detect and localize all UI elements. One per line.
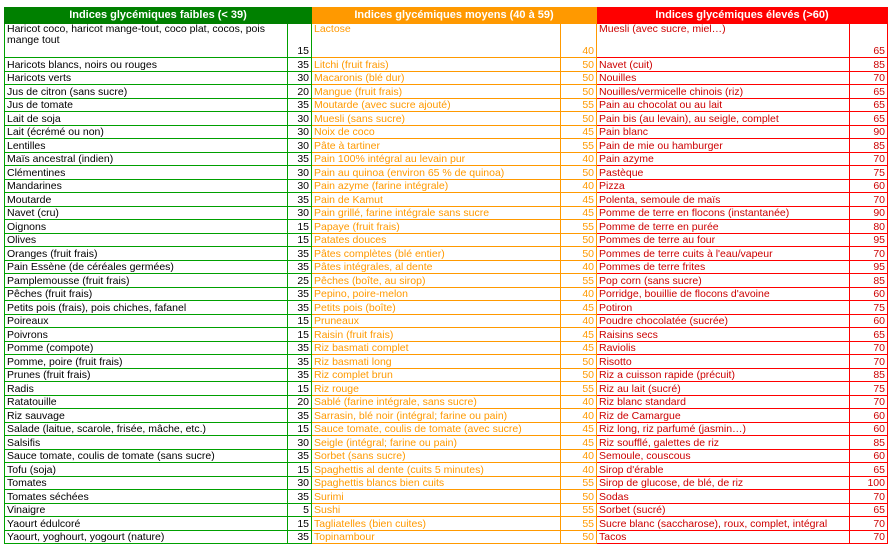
medium-food-name: Topinambour — [312, 530, 561, 544]
medium-gi-value: 50 — [561, 112, 597, 126]
medium-gi-value: 40 — [561, 152, 597, 166]
low-food-name: Tofu (soja) — [5, 463, 288, 477]
medium-food-name: Pâte à tartiner — [312, 139, 561, 153]
medium-food-name: Pain au quinoa (environ 65 % de quinoa) — [312, 166, 561, 180]
medium-food-name: Muesli (sans sucre) — [312, 112, 561, 126]
table-row — [5, 530, 888, 544]
low-gi-value: 35 — [288, 152, 312, 166]
low-gi-value: 30 — [288, 166, 312, 180]
medium-gi-value: 40 — [561, 463, 597, 477]
medium-gi-value: 45 — [561, 206, 597, 220]
medium-food-name: Raisin (fruit frais) — [312, 328, 561, 342]
high-food-name: Pain blanc — [597, 125, 850, 139]
table-row — [5, 220, 888, 234]
high-food-name: Pizza — [597, 179, 850, 193]
high-gi-value: 75 — [850, 301, 888, 315]
medium-gi-value: 40 — [561, 314, 597, 328]
glycemic-index-table-wrapper — [4, 7, 888, 544]
high-gi-value: 65 — [850, 328, 888, 342]
high-gi-value: 65 — [850, 463, 888, 477]
high-gi-value: 60 — [850, 449, 888, 463]
table-row — [5, 112, 888, 126]
table-row — [5, 341, 888, 355]
low-food-name: Pêches (fruit frais) — [5, 287, 288, 301]
medium-food-name: Litchi (fruit frais) — [312, 58, 561, 72]
high-food-name: Sucre blanc (saccharose), roux, complet, intégral — [597, 517, 850, 531]
high-gi-value: 60 — [850, 287, 888, 301]
low-food-name: Lait (écrémé ou non) — [5, 125, 288, 139]
table-row — [5, 355, 888, 369]
high-food-name: Nouilles/vermicelle chinois (riz) — [597, 85, 850, 99]
medium-gi-value: 50 — [561, 71, 597, 85]
high-food-name: Pop corn (sans sucre) — [597, 274, 850, 288]
medium-food-name: Seigle (intégral; farine ou pain) — [312, 436, 561, 450]
low-gi-value: 35 — [288, 301, 312, 315]
low-food-name: Haricots blancs, noirs ou rouges — [5, 58, 288, 72]
medium-gi-value: 40 — [561, 179, 597, 193]
table-row — [5, 193, 888, 207]
table-row — [5, 449, 888, 463]
medium-food-name: Spaghettis blancs bien cuits — [312, 476, 561, 490]
low-food-name: Tomates — [5, 476, 288, 490]
high-gi-value: 70 — [850, 517, 888, 531]
low-gi-value: 30 — [288, 206, 312, 220]
high-gi-value: 70 — [850, 355, 888, 369]
low-food-name: Lait de soja — [5, 112, 288, 126]
high-food-name: Riz a cuisson rapide (précuit) — [597, 368, 850, 382]
high-food-name: Pain au chocolat ou au lait — [597, 98, 850, 112]
low-gi-value: 20 — [288, 85, 312, 99]
low-gi-value: 30 — [288, 125, 312, 139]
high-food-name: Pain azyme — [597, 152, 850, 166]
medium-food-name: Pain de Kamut — [312, 193, 561, 207]
high-gi-value: 90 — [850, 125, 888, 139]
medium-gi-value: 45 — [561, 341, 597, 355]
high-food-name: Pastèque — [597, 166, 850, 180]
low-food-name: Pomme, poire (fruit frais) — [5, 355, 288, 369]
low-gi-value: 35 — [288, 355, 312, 369]
medium-food-name: Moutarde (avec sucre ajouté) — [312, 98, 561, 112]
high-food-name: Riz long, riz parfumé (jasmin…) — [597, 422, 850, 436]
low-gi-value: 5 — [288, 503, 312, 517]
low-gi-value: 35 — [288, 287, 312, 301]
medium-gi-value: 50 — [561, 85, 597, 99]
low-food-name: Moutarde — [5, 193, 288, 207]
high-gi-value: 60 — [850, 314, 888, 328]
low-gi-value: 35 — [288, 409, 312, 423]
medium-gi-value: 45 — [561, 436, 597, 450]
low-food-name: Salade (laitue, scarole, frisée, mâche, etc.) — [5, 422, 288, 436]
low-gi-value: 30 — [288, 139, 312, 153]
high-food-name: Sorbet (sucré) — [597, 503, 850, 517]
medium-food-name: Tagliatelles (bien cuites) — [312, 517, 561, 531]
medium-food-name: Pain 100% intégral au levain pur — [312, 152, 561, 166]
table-row — [5, 382, 888, 396]
medium-gi-value: 45 — [561, 125, 597, 139]
high-food-name: Potiron — [597, 301, 850, 315]
low-gi-value: 30 — [288, 436, 312, 450]
low-gi-value: 15 — [288, 382, 312, 396]
high-gi-value: 70 — [850, 152, 888, 166]
medium-gi-value: 50 — [561, 355, 597, 369]
low-gi-value: 35 — [288, 98, 312, 112]
medium-food-name: Sarrasin, blé noir (intégral; farine ou pain) — [312, 409, 561, 423]
high-gi-value: 80 — [850, 220, 888, 234]
low-gi-value: 35 — [288, 449, 312, 463]
low-gi-value: 30 — [288, 71, 312, 85]
medium-gi-value: 40 — [561, 409, 597, 423]
medium-food-name: Surimi — [312, 490, 561, 504]
medium-gi-value: 55 — [561, 220, 597, 234]
medium-gi-value: 55 — [561, 98, 597, 112]
low-food-name: Oignons — [5, 220, 288, 234]
high-gi-value: 65 — [850, 503, 888, 517]
low-food-name: Jus de tomate — [5, 98, 288, 112]
medium-food-name: Mangue (fruit frais) — [312, 85, 561, 99]
medium-gi-value: 50 — [561, 247, 597, 261]
table-row — [5, 274, 888, 288]
low-food-name: Olives — [5, 233, 288, 247]
table-row — [5, 503, 888, 517]
table-row — [5, 179, 888, 193]
high-food-name: Poudre chocolatée (sucrée) — [597, 314, 850, 328]
table-row — [5, 260, 888, 274]
low-food-name: Mandarines — [5, 179, 288, 193]
high-gi-value: 60 — [850, 179, 888, 193]
medium-gi-value: 45 — [561, 193, 597, 207]
medium-food-name: Pâtes intégrales, al dente — [312, 260, 561, 274]
high-gi-value: 70 — [850, 71, 888, 85]
high-food-name: Polenta, semoule de maïs — [597, 193, 850, 207]
medium-gi-value: 45 — [561, 422, 597, 436]
table-row — [5, 395, 888, 409]
medium-food-name: Pruneaux — [312, 314, 561, 328]
low-gi-header: Indices glycémiques faibles (< 39) — [5, 8, 312, 24]
medium-food-name: Lactose — [312, 24, 561, 58]
high-gi-value: 65 — [850, 98, 888, 112]
medium-gi-value: 55 — [561, 274, 597, 288]
high-gi-value: 70 — [850, 341, 888, 355]
medium-gi-value: 40 — [561, 395, 597, 409]
high-food-name: Raviolis — [597, 341, 850, 355]
high-food-name: Riz de Camargue — [597, 409, 850, 423]
high-food-name: Tacos — [597, 530, 850, 544]
high-gi-value: 85 — [850, 58, 888, 72]
low-food-name: Sauce tomate, coulis de tomate (sans sucre) — [5, 449, 288, 463]
medium-gi-value: 45 — [561, 328, 597, 342]
table-row — [5, 71, 888, 85]
high-gi-value: 85 — [850, 368, 888, 382]
medium-food-name: Papaye (fruit frais) — [312, 220, 561, 234]
medium-food-name: Sauce tomate, coulis de tomate (avec sucre) — [312, 422, 561, 436]
medium-gi-value: 50 — [561, 490, 597, 504]
medium-food-name: Riz rouge — [312, 382, 561, 396]
medium-food-name: Riz basmati complet — [312, 341, 561, 355]
low-gi-value: 15 — [288, 314, 312, 328]
low-gi-value: 35 — [288, 530, 312, 544]
medium-food-name: Pêches (boîte, au sirop) — [312, 274, 561, 288]
high-food-name: Nouilles — [597, 71, 850, 85]
low-food-name: Oranges (fruit frais) — [5, 247, 288, 261]
low-food-name: Yaourt, yoghourt, yogourt (nature) — [5, 530, 288, 544]
table-row — [5, 409, 888, 423]
low-food-name: Prunes (fruit frais) — [5, 368, 288, 382]
table-row — [5, 139, 888, 153]
table-row — [5, 476, 888, 490]
low-food-name: Riz sauvage — [5, 409, 288, 423]
low-gi-value: 35 — [288, 368, 312, 382]
medium-gi-value: 55 — [561, 503, 597, 517]
table-row — [5, 463, 888, 477]
medium-food-name: Pain grillé, farine intégrale sans sucre — [312, 206, 561, 220]
table-row — [5, 206, 888, 220]
medium-gi-value: 50 — [561, 530, 597, 544]
low-gi-value: 35 — [288, 260, 312, 274]
low-food-name: Pain Essène (de céréales germées) — [5, 260, 288, 274]
table-row — [5, 152, 888, 166]
medium-gi-value: 55 — [561, 139, 597, 153]
high-food-name: Pommes de terre au four — [597, 233, 850, 247]
medium-food-name: Sablé (farine intégrale, sans sucre) — [312, 395, 561, 409]
low-food-name: Poivrons — [5, 328, 288, 342]
low-food-name: Petits pois (frais), pois chiches, fafanel — [5, 301, 288, 315]
table-row — [5, 233, 888, 247]
table-row — [5, 328, 888, 342]
medium-gi-value: 45 — [561, 301, 597, 315]
medium-food-name: Riz complet brun — [312, 368, 561, 382]
high-gi-value: 100 — [850, 476, 888, 490]
low-food-name: Navet (cru) — [5, 206, 288, 220]
table-row — [5, 98, 888, 112]
medium-food-name: Macaronis (blé dur) — [312, 71, 561, 85]
low-food-name: Pomme (compote) — [5, 341, 288, 355]
table-row — [5, 490, 888, 504]
medium-gi-header: Indices glycémiques moyens (40 à 59) — [312, 8, 597, 24]
medium-food-name: Patates douces — [312, 233, 561, 247]
medium-food-name: Riz basmati long — [312, 355, 561, 369]
medium-food-name: Pain azyme (farine intégrale) — [312, 179, 561, 193]
medium-gi-value: 50 — [561, 166, 597, 180]
medium-food-name: Sushi — [312, 503, 561, 517]
medium-gi-value: 40 — [561, 449, 597, 463]
table-row — [5, 436, 888, 450]
table-row — [5, 166, 888, 180]
low-food-name: Haricots verts — [5, 71, 288, 85]
low-gi-value: 15 — [288, 233, 312, 247]
medium-gi-value: 50 — [561, 58, 597, 72]
high-gi-value: 70 — [850, 530, 888, 544]
medium-gi-value: 55 — [561, 382, 597, 396]
low-gi-value: 35 — [288, 193, 312, 207]
table-row — [5, 24, 888, 58]
low-food-name: Poireaux — [5, 314, 288, 328]
table-row — [5, 247, 888, 261]
table-row — [5, 314, 888, 328]
high-food-name: Riz au lait (sucré) — [597, 382, 850, 396]
medium-gi-value: 40 — [561, 24, 597, 58]
high-gi-value: 75 — [850, 382, 888, 396]
high-food-name: Sodas — [597, 490, 850, 504]
low-food-name: Clémentines — [5, 166, 288, 180]
low-gi-value: 15 — [288, 422, 312, 436]
medium-food-name: Petits pois (boîte) — [312, 301, 561, 315]
high-gi-value: 75 — [850, 166, 888, 180]
medium-gi-value: 50 — [561, 233, 597, 247]
high-food-name: Porridge, bouillie de flocons d'avoine — [597, 287, 850, 301]
high-food-name: Sirop de glucose, de blé, de riz — [597, 476, 850, 490]
low-gi-value: 35 — [288, 58, 312, 72]
header-row — [5, 8, 888, 24]
high-gi-value: 85 — [850, 436, 888, 450]
low-food-name: Salsifis — [5, 436, 288, 450]
high-gi-value: 65 — [850, 85, 888, 99]
high-food-name: Riz blanc standard — [597, 395, 850, 409]
low-gi-value: 15 — [288, 220, 312, 234]
low-gi-value: 15 — [288, 24, 312, 58]
high-food-name: Pain bis (au levain), au seigle, complet — [597, 112, 850, 126]
high-gi-value: 60 — [850, 422, 888, 436]
low-food-name: Tomates séchées — [5, 490, 288, 504]
medium-gi-value: 55 — [561, 517, 597, 531]
table-row — [5, 125, 888, 139]
low-gi-value: 25 — [288, 274, 312, 288]
low-gi-value: 35 — [288, 341, 312, 355]
low-food-name: Maïs ancestral (indien) — [5, 152, 288, 166]
medium-food-name: Spaghettis al dente (cuits 5 minutes) — [312, 463, 561, 477]
high-gi-value: 70 — [850, 490, 888, 504]
high-gi-value: 90 — [850, 206, 888, 220]
high-gi-value: 85 — [850, 274, 888, 288]
medium-food-name: Pâtes complètes (blé entier) — [312, 247, 561, 261]
high-food-name: Pomme de terre en purée — [597, 220, 850, 234]
table-body — [5, 24, 888, 544]
low-gi-value: 35 — [288, 247, 312, 261]
table-row — [5, 368, 888, 382]
medium-gi-value: 40 — [561, 287, 597, 301]
medium-gi-value: 55 — [561, 476, 597, 490]
high-gi-value: 85 — [850, 139, 888, 153]
high-food-name: Raisins secs — [597, 328, 850, 342]
medium-gi-value: 40 — [561, 260, 597, 274]
high-food-name: Pain de mie ou hamburger — [597, 139, 850, 153]
high-food-name: Riz soufflé, galettes de riz — [597, 436, 850, 450]
medium-gi-value: 50 — [561, 368, 597, 382]
low-gi-value: 20 — [288, 395, 312, 409]
glycemic-index-table — [4, 7, 888, 544]
low-food-name: Yaourt édulcoré — [5, 517, 288, 531]
low-food-name: Vinaigre — [5, 503, 288, 517]
low-food-name: Haricot coco, haricot mange-tout, coco plat, cocos, pois mange tout — [5, 24, 288, 58]
low-gi-value: 15 — [288, 463, 312, 477]
low-gi-value: 15 — [288, 328, 312, 342]
table-row — [5, 85, 888, 99]
low-gi-value: 15 — [288, 517, 312, 531]
low-gi-value: 30 — [288, 112, 312, 126]
high-food-name: Risotto — [597, 355, 850, 369]
high-gi-header: Indices glycémiques élevés (>60) — [597, 8, 888, 24]
medium-food-name: Noix de coco — [312, 125, 561, 139]
high-gi-value: 65 — [850, 24, 888, 58]
low-food-name: Radis — [5, 382, 288, 396]
high-gi-value: 70 — [850, 247, 888, 261]
high-gi-value: 95 — [850, 233, 888, 247]
high-food-name: Pomme de terre en flocons (instantanée) — [597, 206, 850, 220]
low-food-name: Pamplemousse (fruit frais) — [5, 274, 288, 288]
high-gi-value: 70 — [850, 395, 888, 409]
low-gi-value: 35 — [288, 490, 312, 504]
table-row — [5, 301, 888, 315]
low-food-name: Ratatouille — [5, 395, 288, 409]
low-gi-value: 30 — [288, 179, 312, 193]
high-food-name: Pommes de terre frites — [597, 260, 850, 274]
high-gi-value: 95 — [850, 260, 888, 274]
medium-food-name: Sorbet (sans sucre) — [312, 449, 561, 463]
high-food-name: Muesli (avec sucre, miel…) — [597, 24, 850, 58]
high-food-name: Navet (cuit) — [597, 58, 850, 72]
high-gi-value: 70 — [850, 193, 888, 207]
high-food-name: Semoule, couscous — [597, 449, 850, 463]
medium-food-name: Pepino, poire-melon — [312, 287, 561, 301]
table-row — [5, 517, 888, 531]
table-row — [5, 422, 888, 436]
low-food-name: Jus de citron (sans sucre) — [5, 85, 288, 99]
high-gi-value: 65 — [850, 112, 888, 126]
table-row — [5, 58, 888, 72]
table-row — [5, 287, 888, 301]
high-food-name: Sirop d'érable — [597, 463, 850, 477]
low-food-name: Lentilles — [5, 139, 288, 153]
high-food-name: Pommes de terre cuits à l'eau/vapeur — [597, 247, 850, 261]
high-gi-value: 60 — [850, 409, 888, 423]
low-gi-value: 30 — [288, 476, 312, 490]
